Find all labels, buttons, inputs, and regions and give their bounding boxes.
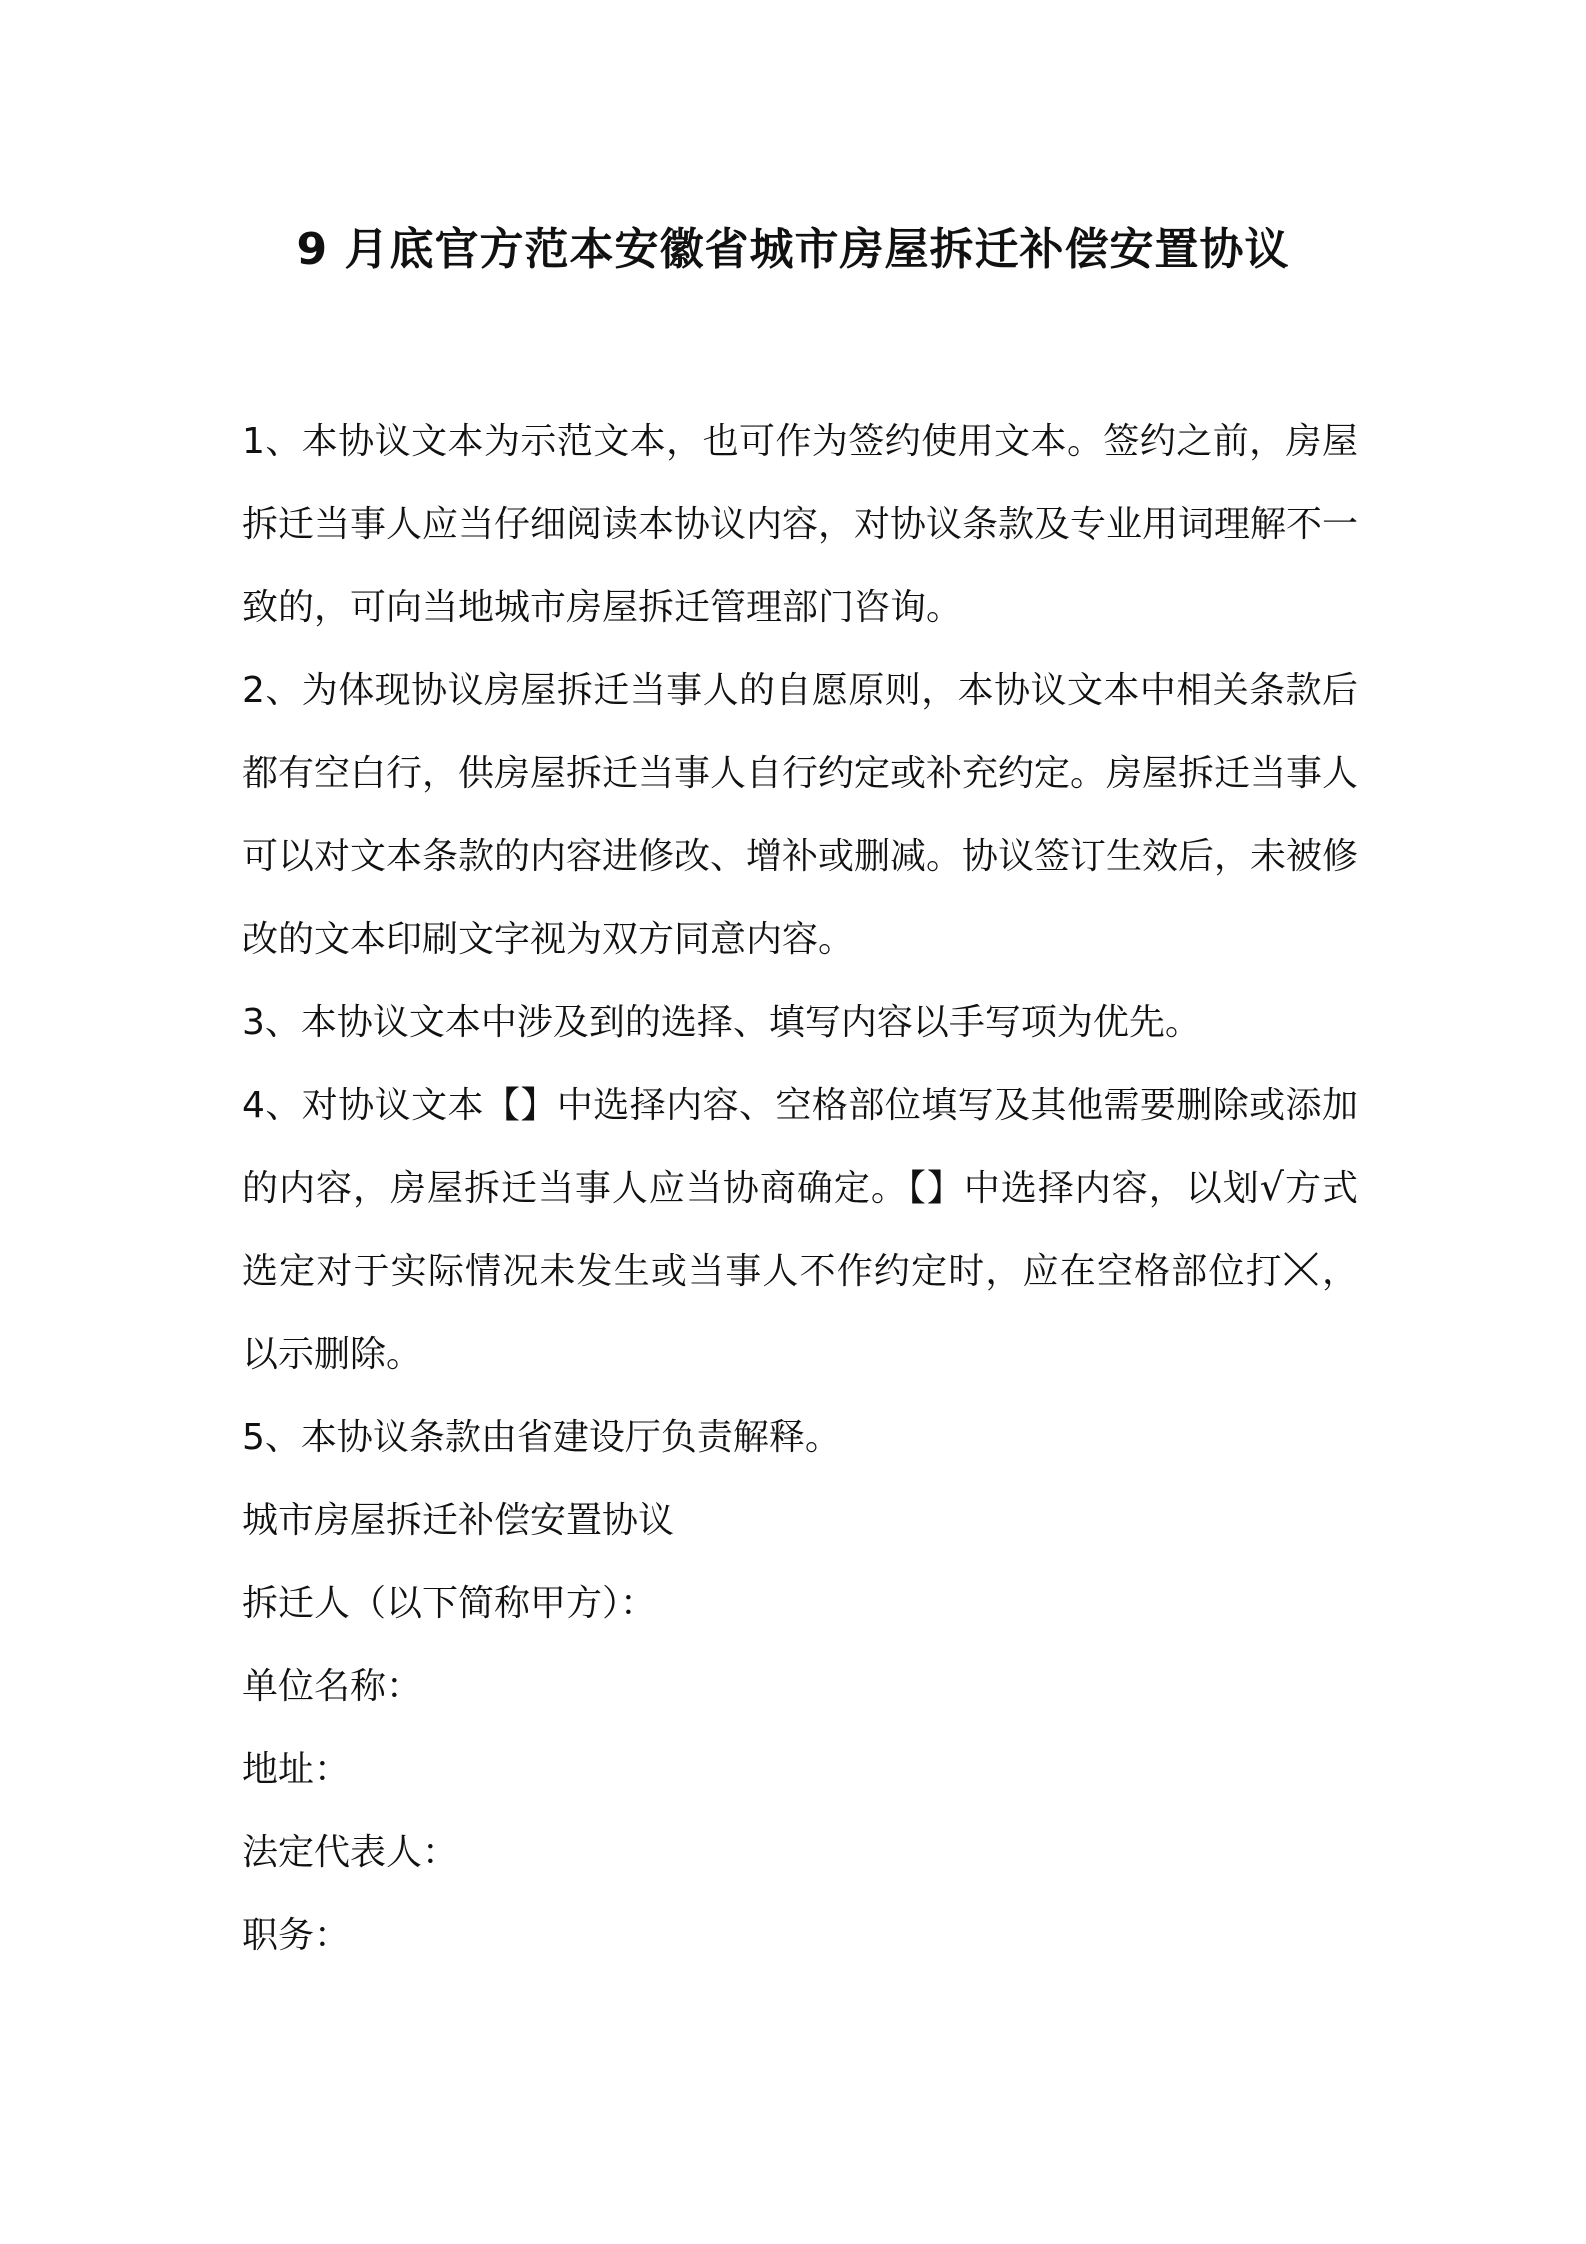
address-label: 地址： bbox=[242, 1749, 351, 1790]
note-paragraph-4-part-a: 4、对协议文本【】中选择内容、空格部位填写及其他需要删除或添加的内容，房屋拆迁当事人应当协商确定。【】中选择内容，以划 bbox=[242, 1085, 1358, 1209]
note-paragraph-3: 3、本协议文本中涉及到的选择、填写内容以手写项为优先。 bbox=[242, 1002, 1201, 1043]
position-label: 职务： bbox=[242, 1915, 351, 1956]
note-paragraph-4-part-b: 方式选定对于实际情况未发生或当事人不作约定时，应在空格部位打 bbox=[242, 1168, 1358, 1292]
note-paragraph-5: 5、本协议条款由省建设厅负责解释。 bbox=[242, 1417, 841, 1458]
agreement-heading: 城市房屋拆迁补偿安置协议 bbox=[242, 1500, 675, 1541]
note-paragraph-4 bbox=[242, 1064, 1358, 1396]
document-title: 9 月底官方范本安徽省城市房屋拆迁补偿安置协议 bbox=[296, 224, 1290, 275]
legal-representative-label: 法定代表人： bbox=[242, 1832, 459, 1873]
note-paragraph-1: 1、本协议文本为示范文本，也可作为签约使用文本。签约之前，房屋拆迁当事人应当仔细阅读本协议内容，对协议条款及专业用词理解不一致的，可向当地城市房屋拆迁管理部门咨询。 bbox=[242, 421, 1359, 628]
unit-name-label: 单位名称： bbox=[242, 1666, 423, 1707]
document-body bbox=[242, 400, 1358, 1977]
check-mark-icon: √ bbox=[1259, 1165, 1284, 1209]
note-paragraph-2: 2、为体现协议房屋拆迁当事人的自愿原则，本协议文本中相关条款后都有空白行，供房屋拆迁当事人自行约定或补充约定。房屋拆迁当事人可以对文本条款的内容进修改、增补或删减。协议签订生效后，未被修改的文本印刷文字视为双方同意内容。 bbox=[242, 670, 1359, 960]
note-paragraph-4-part-c: ，以示删除。 bbox=[242, 1251, 1358, 1375]
party-a-label: 拆迁人（以下简称甲方）： bbox=[242, 1583, 657, 1624]
cross-mark-icon bbox=[1283, 1251, 1319, 1287]
